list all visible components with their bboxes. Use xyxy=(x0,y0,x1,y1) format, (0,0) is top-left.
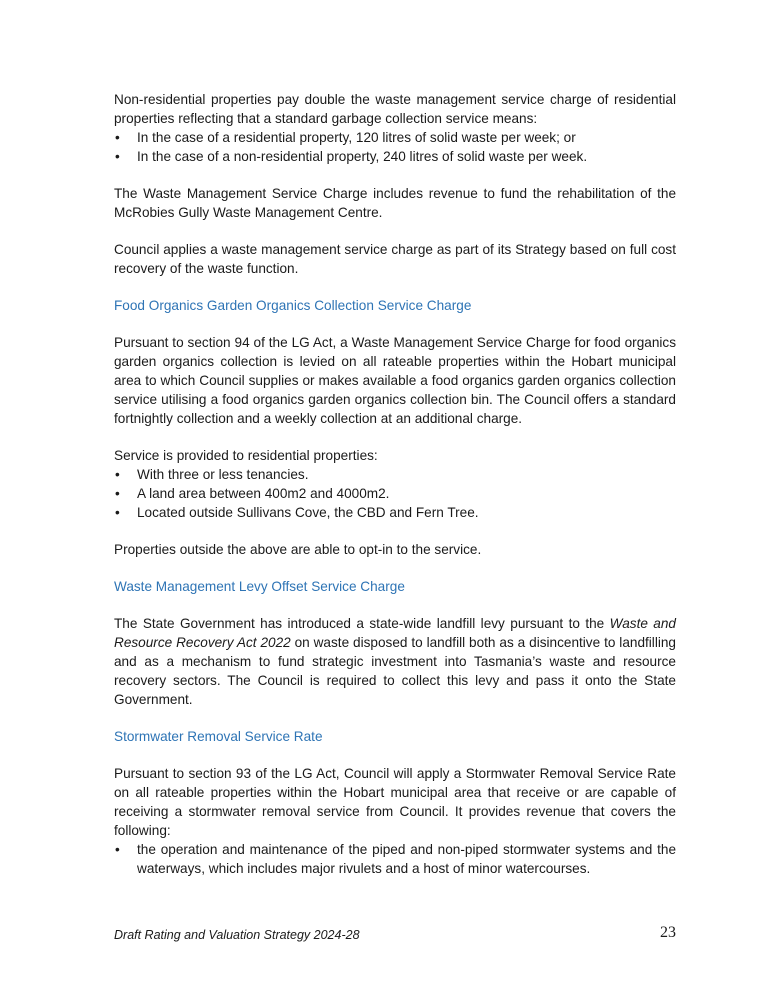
levy-paragraph-1: The State Government has introduced a state-wide landfill levy pursuant to the Waste and Resource Recovery Act 2022 on waste disposed to landfill both as a disincentive to landfilling and as a mechanism to fund strategic investment into Tasmania’s waste and resource recovery sectors. The Council is required to collect this levy and pass it onto the State Government. xyxy=(114,616,676,707)
intro-bullet-list xyxy=(114,128,676,166)
fogo-paragraph-3: Properties outside the above are able to opt-in to the service. xyxy=(114,542,482,557)
section-heading-levy: Waste Management Levy Offset Service Charge xyxy=(114,579,405,594)
list-item: • Located outside Sullivans Cove, the CBD and Fern Tree. xyxy=(115,505,479,520)
stormwater-paragraph-1: Pursuant to section 93 of the LG Act, Council will apply a Stormwater Removal Service Rate on all rateable properties within the Hobart municipal area that receive or are capable of receiving a stormwater removal service from Council. It provides revenue that covers the following: xyxy=(114,766,676,838)
list-item: • In the case of a non-residential property, 240 litres of solid waste per week. xyxy=(115,149,588,164)
intro-paragraph-3: Council applies a waste management service charge as part of its Strategy based on full cost recovery of the waste function. xyxy=(114,242,676,276)
fogo-bullet-list xyxy=(114,465,676,522)
bullet-icon: • xyxy=(115,130,120,145)
bullet-icon: • xyxy=(115,149,120,164)
list-item: • In the case of a residential property, 120 litres of solid waste per week; or xyxy=(115,130,576,145)
stormwater-bullet-list xyxy=(114,840,676,878)
section-heading-fogo: Food Organics Garden Organics Collection Service Charge xyxy=(114,298,472,313)
fogo-paragraph-1: Pursuant to section 94 of the LG Act, a Waste Management Service Charge for food organics garden organics collection is levied on all rateable properties within the Hobart municipal area to which Council supplies or makes available a food organics garden organics collection service utilising a food organics garden organics collection bin. The Council offers a standard fortnightly collection and a weekly collection at an additional charge. xyxy=(114,335,676,426)
act-name: Waste and Resource Recovery Act 2022 xyxy=(114,616,676,650)
footer-document-title: Draft Rating and Valuation Strategy 2024-28 xyxy=(114,928,360,942)
bullet-icon: • xyxy=(115,842,120,857)
bullet-icon: • xyxy=(115,505,120,520)
section-heading-stormwater: Stormwater Removal Service Rate xyxy=(114,729,323,744)
fogo-paragraph-2: Service is provided to residential properties: xyxy=(114,448,378,463)
intro-paragraph-1: Non-residential properties pay double the waste management service charge of residential properties reflecting that a standard garbage collection service means: xyxy=(114,92,676,126)
list-item: • With three or less tenancies. xyxy=(115,467,309,482)
bullet-icon: • xyxy=(115,467,120,482)
page-number: 23 xyxy=(660,924,676,941)
list-item: • A land area between 400m2 and 4000m2. xyxy=(115,486,390,501)
bullet-icon: • xyxy=(115,486,120,501)
intro-paragraph-2: The Waste Management Service Charge includes revenue to fund the rehabilitation of the McRobies Gully Waste Management Centre. xyxy=(114,186,676,220)
list-item: • the operation and maintenance of the piped and non-piped stormwater systems and the waterways, which includes major rivulets and a host of minor watercourses. xyxy=(115,842,676,876)
document-body xyxy=(114,90,676,878)
